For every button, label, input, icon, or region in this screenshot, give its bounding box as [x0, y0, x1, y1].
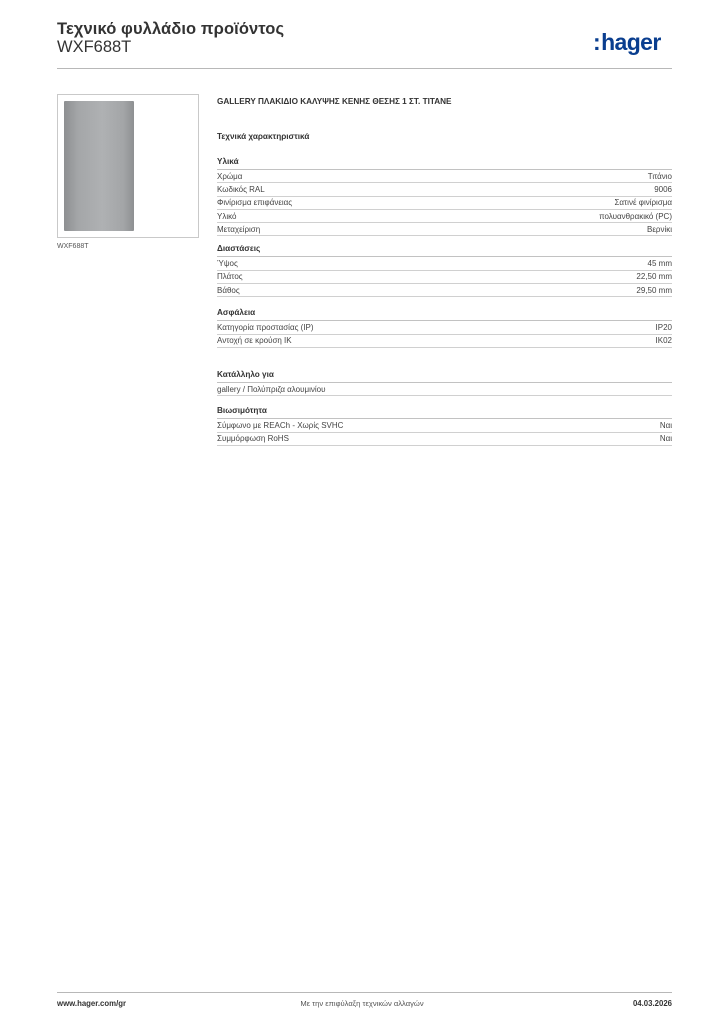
spec-value: Βερνίκι [646, 224, 672, 234]
spec-row [217, 223, 672, 236]
spec-label: Αντοχή σε κρούση IK [217, 336, 292, 346]
spec-value: Σατινέ φινίρισμα [614, 198, 672, 208]
section-sustainability [217, 405, 672, 446]
spec-label: Ύψος [217, 259, 238, 269]
spec-row [217, 197, 672, 210]
tech-specs-title: Τεχνικά χαρακτηριστικά [217, 132, 310, 141]
section-materials [217, 156, 672, 236]
footer-note: Με την επιφύλαξη τεχνικών αλλαγών [300, 999, 424, 1008]
spec-label: Πλάτος [217, 272, 243, 282]
section-dimensions [217, 243, 672, 297]
spec-row [217, 183, 672, 196]
hager-logo: :hager [593, 29, 661, 55]
spec-label: Κωδικός RAL [217, 184, 265, 194]
spec-value: IK02 [655, 336, 672, 346]
product-name: GALLERY ΠΛΑΚΙΔΙΟ ΚΑΛΥΨΗΣ ΚΕΝΗΣ ΘΕΣΗΣ 1 ΣΤ. ΤΙΤΑΝΕ [217, 97, 452, 106]
product-image-frame [57, 94, 199, 238]
spec-label: Σύμφωνο με REACh - Χωρίς SVHC [217, 420, 344, 430]
spec-row [217, 210, 672, 223]
product-image [64, 101, 134, 231]
spec-label: Φινίρισμα επιφάνειας [217, 198, 293, 208]
section-heading: Κατάλληλο για [217, 369, 672, 383]
spec-row [217, 419, 672, 432]
spec-value: πολυανθρακικό (PC) [599, 211, 672, 221]
spec-label: Υλικό [217, 211, 237, 221]
spec-label: Μεταχείριση [217, 224, 261, 234]
spec-value: 29,50 mm [636, 285, 672, 295]
spec-content [217, 96, 672, 446]
spec-value: 22,50 mm [636, 272, 672, 282]
spec-label: Χρώμα [217, 171, 243, 181]
logo-text: hager [601, 29, 661, 55]
spec-row [217, 257, 672, 270]
document-title: Τεχνικό φυλλάδιο προϊόντος [57, 20, 285, 38]
section-suitable-for [217, 369, 672, 396]
spec-row [217, 170, 672, 183]
header-divider [57, 68, 672, 69]
spec-value: Τιτάνιο [647, 171, 672, 181]
spec-row [217, 321, 672, 334]
section-safety [217, 307, 672, 348]
spec-label: Συμμόρφωση RoHS [217, 434, 289, 444]
footer-date: 04.03.2026 [632, 999, 672, 1008]
spec-label: gallery / Πολύπριζα αλουμινίου [217, 384, 326, 394]
spec-value: Ναι [659, 434, 672, 444]
footer-divider [57, 992, 672, 993]
product-code-heading: WXF688T [57, 38, 132, 56]
spec-row [217, 335, 672, 348]
spec-row [217, 271, 672, 284]
spec-value: Ναι [659, 420, 672, 430]
spec-row [217, 433, 672, 446]
spec-value: 45 mm [647, 259, 672, 269]
spec-value: IP20 [655, 323, 672, 333]
section-heading: Βιωσιμότητα [217, 405, 672, 419]
product-image-caption: WXF688T [57, 243, 89, 250]
section-heading: Υλικά [217, 156, 672, 170]
section-heading: Διαστάσεις [217, 243, 672, 257]
spec-label: Βάθος [217, 285, 240, 295]
footer-website: www.hager.com/gr [57, 999, 127, 1008]
spec-value: 9006 [654, 184, 672, 194]
spec-row [217, 284, 672, 297]
spec-label: Κατηγορία προστασίας (IP) [217, 323, 314, 333]
section-heading: Ασφάλεια [217, 307, 672, 321]
spec-row [217, 383, 672, 396]
